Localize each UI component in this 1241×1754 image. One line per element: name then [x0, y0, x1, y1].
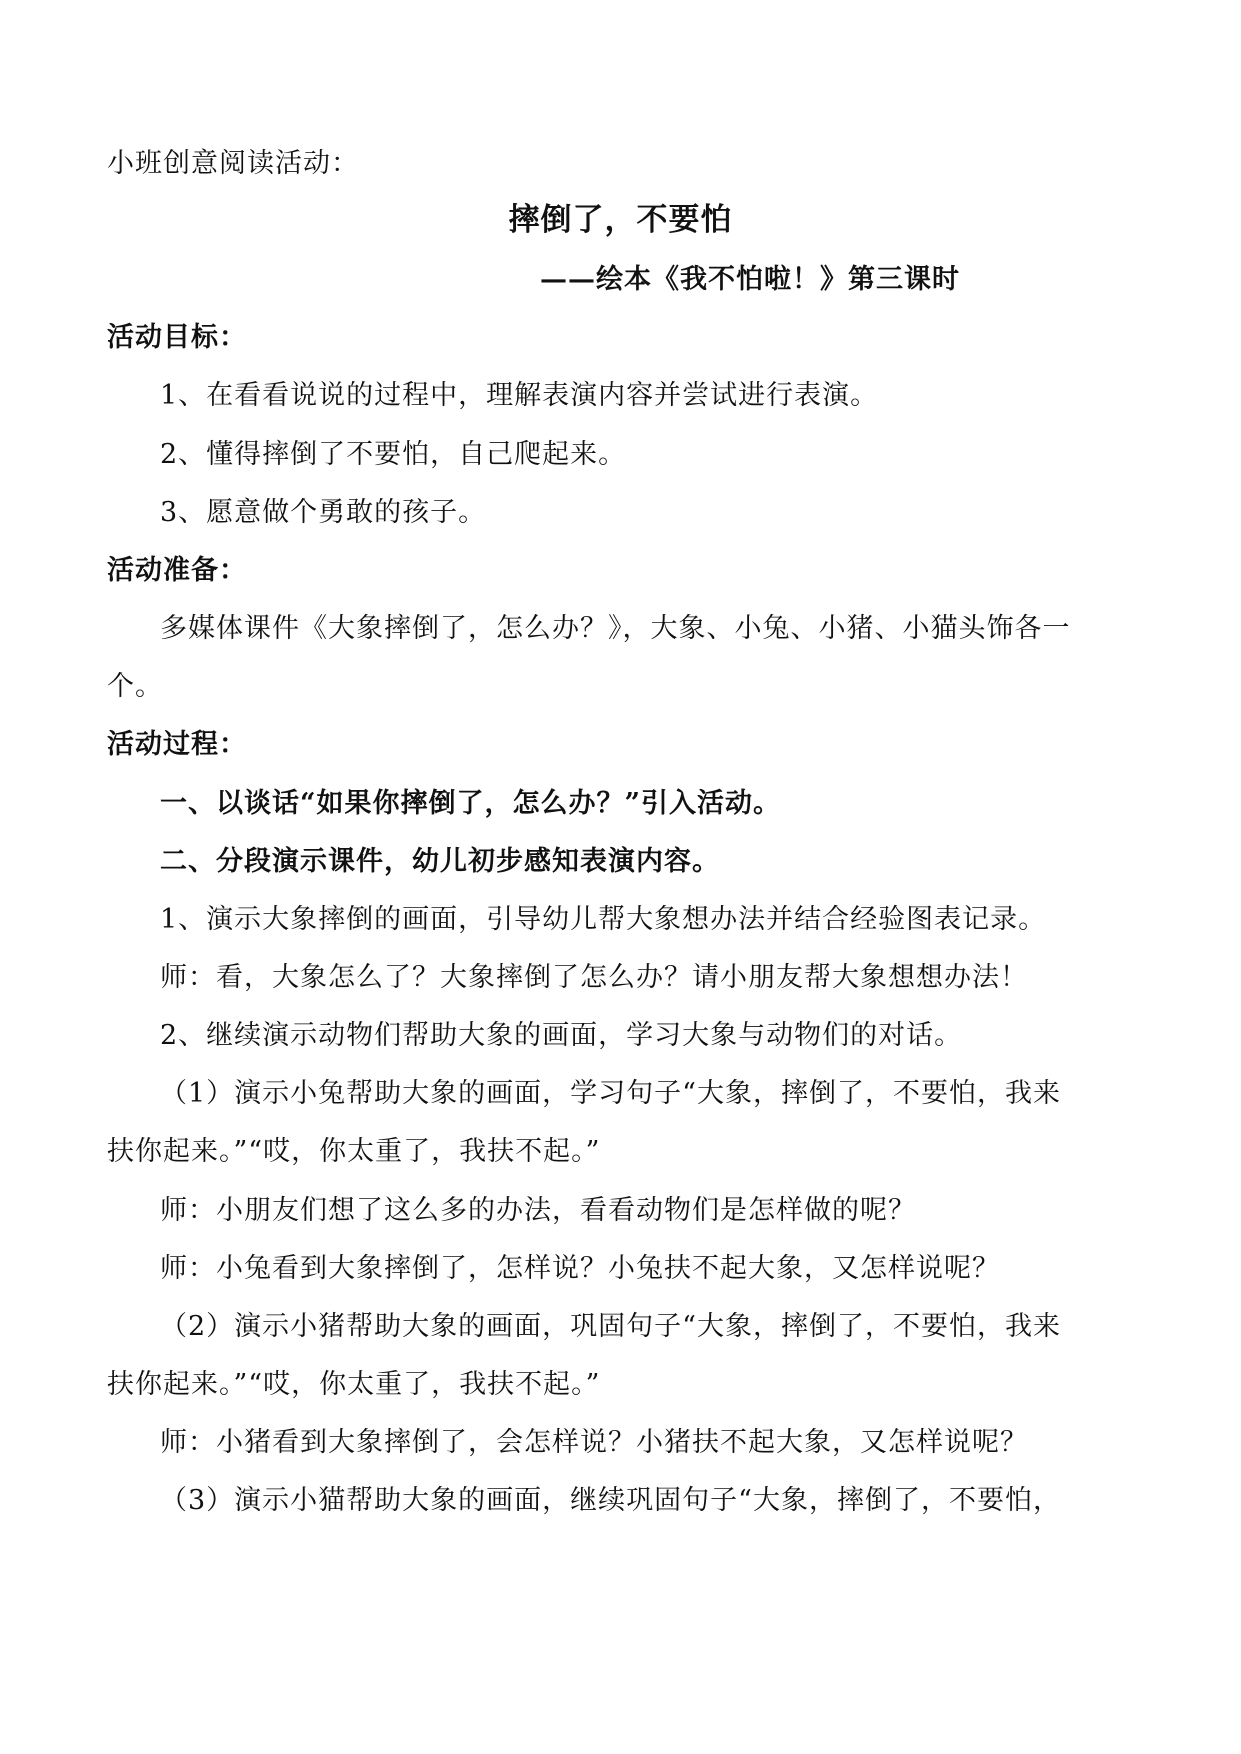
- goal-item: 1、在看看说说的过程中，理解表演内容并尝试进行表演。: [160, 380, 879, 411]
- process-step-2: 二、分段演示课件，幼儿初步感知表演内容。: [160, 846, 720, 877]
- body-line: 扶你起来。”“哎，你太重了，我扶不起。”: [107, 1136, 601, 1167]
- process-step-1: 一、以谈话“如果你摔倒了，怎么办？”引入活动。: [160, 788, 782, 819]
- body-line: 师：小猪看到大象摔倒了，会怎样说？小猪扶不起大象，又怎样说呢？: [160, 1427, 1028, 1458]
- page-title: 摔倒了，不要怕: [508, 202, 733, 238]
- body-line: （2）演示小猪帮助大象的画面，巩固句子“大象，摔倒了，不要怕，我来: [160, 1311, 1061, 1342]
- body-line: 1、演示大象摔倒的画面，引导幼儿帮大象想办法并结合经验图表记录。: [160, 904, 1047, 935]
- body-line: 2、继续演示动物们帮助大象的画面，学习大象与动物们的对话。: [160, 1020, 963, 1051]
- goal-item: 3、愿意做个勇敢的孩子。: [160, 497, 487, 528]
- body-line: （1）演示小兔帮助大象的画面，学习句子“大象，摔倒了，不要怕，我来: [160, 1078, 1061, 1109]
- body-line: 扶你起来。”“哎，你太重了，我扶不起。”: [107, 1369, 601, 1400]
- prep-heading: 活动准备：: [107, 555, 247, 586]
- body-line: 师：看，大象怎么了？大象摔倒了怎么办？请小朋友帮大象想想办法！: [160, 962, 1028, 993]
- goal-item: 2、懂得摔倒了不要怕，自己爬起来。: [160, 439, 627, 470]
- goals-heading: 活动目标：: [107, 322, 247, 353]
- body-line: 师：小兔看到大象摔倒了，怎样说？小兔扶不起大象，又怎样说呢？: [160, 1253, 1000, 1284]
- body-line: 师：小朋友们想了这么多的办法，看看动物们是怎样做的呢？: [160, 1195, 916, 1226]
- intro-label: 小班创意阅读活动：: [107, 148, 359, 179]
- prep-text-continued: 个。: [107, 671, 163, 702]
- body-line: （3）演示小猫帮助大象的画面，继续巩固句子“大象，摔倒了，不要怕，: [160, 1485, 1061, 1516]
- process-heading: 活动过程：: [107, 729, 247, 760]
- page-subtitle: ——绘本《我不怕啦！》第三课时: [540, 264, 960, 295]
- prep-text: 多媒体课件《大象摔倒了，怎么办？》，大象、小兔、小猪、小猫头饰各一: [160, 613, 1071, 644]
